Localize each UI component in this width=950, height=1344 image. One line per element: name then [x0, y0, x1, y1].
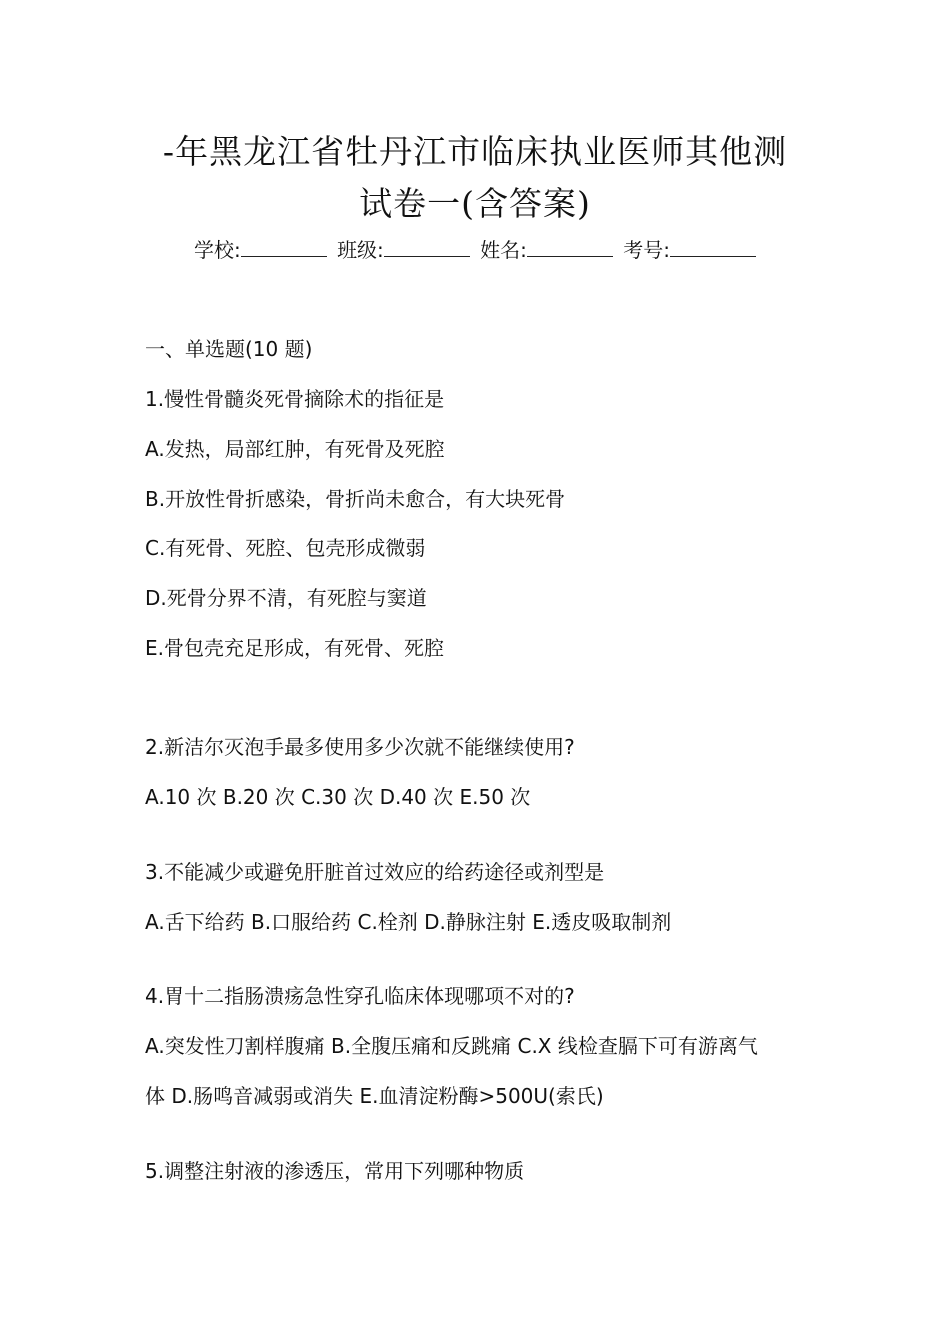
- question-4-stem: 4.胃十二指肠溃疡急性穿孔临床体现哪项不对的?: [145, 984, 575, 1008]
- name-field: [480, 238, 613, 262]
- question-1-stem: 1.慢性骨髓炎死骨摘除术的指征是: [145, 387, 445, 411]
- school-label: 学校:: [193, 238, 241, 262]
- class-field: [337, 238, 470, 262]
- school-blank: [241, 236, 327, 257]
- school-field: [194, 238, 327, 262]
- question-4-options-line-2: 体 D.肠鸣音减弱或消失 E.血清淀粉酶>500U(索氏): [145, 1084, 604, 1108]
- question-1-option-b: B.开放性骨折感染，骨折尚未愈合，有大块死骨: [145, 487, 566, 511]
- name-blank: [527, 236, 613, 257]
- question-1-option-a: A.发热，局部红肿，有死骨及死腔: [145, 437, 445, 461]
- title-line-1: -年黑龙江省牡丹江市临床执业医师其他测: [162, 132, 788, 171]
- number-label: 考号:: [623, 238, 671, 262]
- class-blank: [384, 236, 470, 257]
- question-3-stem: 3.不能减少或避免肝脏首过效应的给药途径或剂型是: [145, 860, 605, 884]
- question-5-stem: 5.调整注射液的渗透压，常用下列哪种物质: [145, 1159, 525, 1183]
- section-heading: 一、单选题(10 题): [145, 337, 313, 361]
- name-label: 姓名:: [480, 238, 527, 262]
- question-1-option-c: C.有死骨、死腔、包壳形成微弱: [145, 536, 426, 560]
- question-2-stem: 2.新洁尔灭泡手最多使用多少次就不能继续使用?: [145, 735, 575, 759]
- question-1-option-d: D.死骨分界不清，有死腔与窦道: [145, 586, 427, 610]
- title-line-2: 试卷一(含答案): [359, 184, 591, 223]
- question-4-options-line-1: A.突发性刀割样腹痛 B.全腹压痛和反跳痛 C.X 线检查膈下可有游离气: [145, 1034, 758, 1058]
- question-3-options: A.舌下给药 B.口服给药 C.栓剂 D.静脉注射 E.透皮吸取制剂: [145, 910, 672, 934]
- class-label: 班级:: [337, 238, 384, 262]
- question-2-options: A.10 次 B.20 次 C.30 次 D.40 次 E.50 次: [145, 785, 531, 809]
- number-field: [623, 238, 756, 262]
- question-1-option-e: E.骨包壳充足形成，有死骨、死腔: [145, 636, 444, 660]
- number-blank: [670, 236, 756, 257]
- document-title: [120, 126, 830, 230]
- student-info-fields: [0, 234, 950, 266]
